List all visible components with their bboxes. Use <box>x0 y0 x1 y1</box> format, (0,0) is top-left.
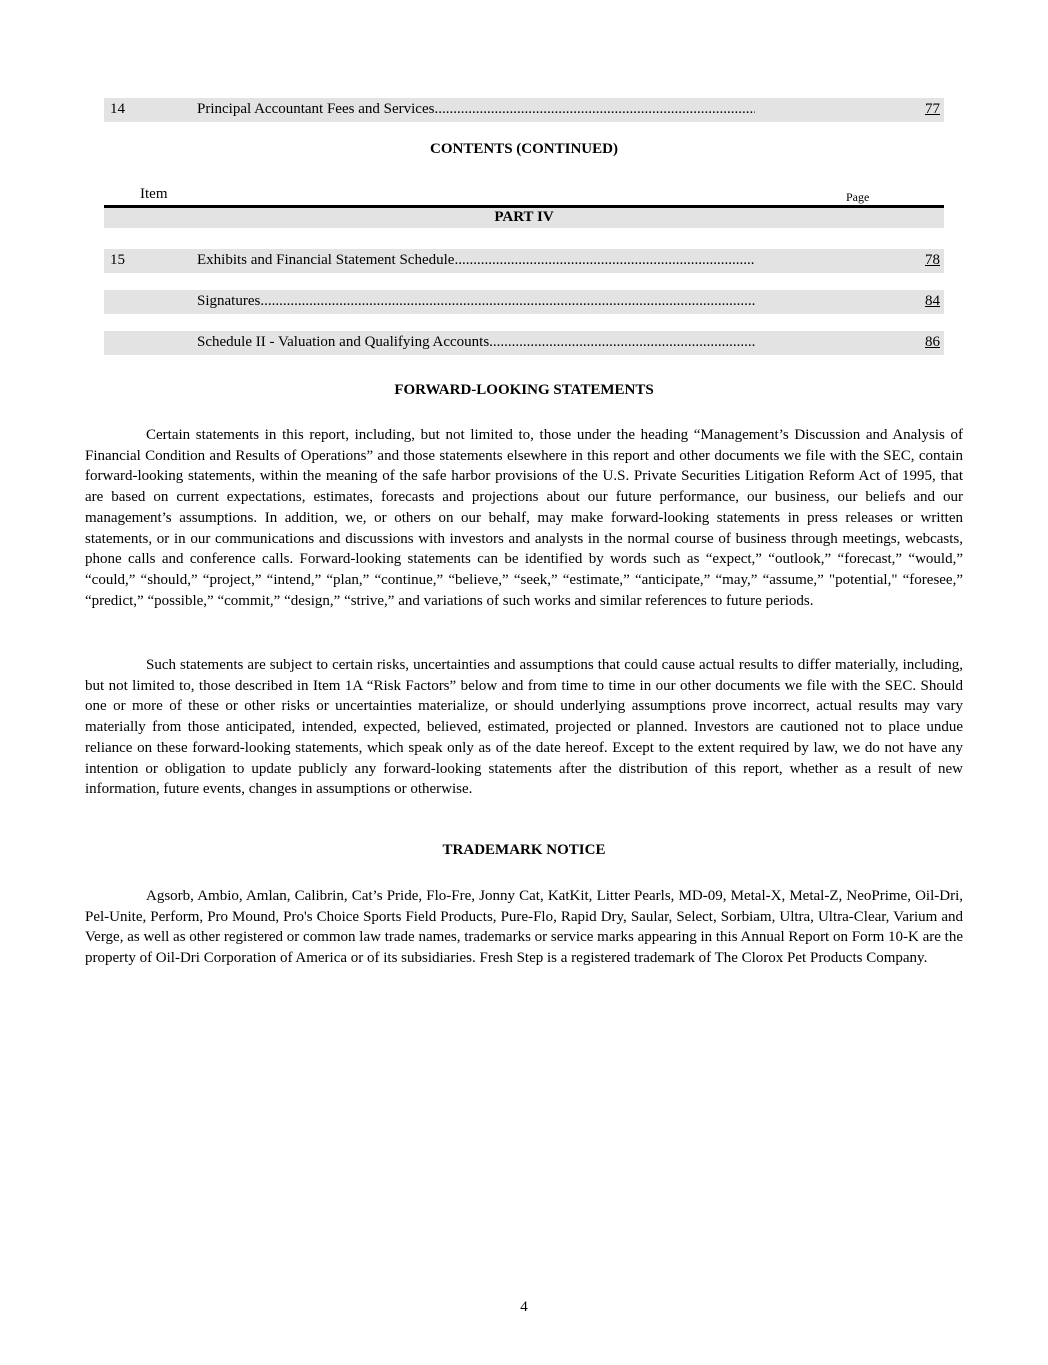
toc-item-title: Schedule II - Valuation and Qualifying Accounts ..... <box>197 334 755 351</box>
toc-item-title: Signatures ..... <box>197 293 755 310</box>
toc-item-number: 15 <box>110 252 125 268</box>
toc-row-signatures <box>104 290 944 314</box>
toc-page-link[interactable]: 86 <box>925 334 940 350</box>
toc-row-schedule-ii <box>104 331 944 355</box>
column-header-item: Item <box>140 186 168 202</box>
column-header-page: Page <box>846 190 870 204</box>
forward-looking-paragraph-1: Certain statements in this report, including, but not limited to, those under the heading “Management’s Discussion and Analysis of Financial Condition and Results of Operations” and those statements elsewhere in this report and other documents we file with the SEC, contain forward-looking statements, within the meaning of the safe harbor provisions of the U.S. Private Securities Litigation Reform Act of 1995, that are based on current expectations, estimates, forecasts and projections about our future performance, our business, our beliefs and our management’s assumptions. In addition, we, or others on our behalf, may make forward-looking statements in press releases or written statements, or in our communications and discussions with investors and analysts in the normal course of business through meetings, webcasts, phone calls and conference calls. Forward-looking statements can be identified by words such as “expect,” “outlook,” “forecast,” “would,” “could,” “should,” “project,” “intend,” “plan,” “continue,” “believe,” “seek,” “estimate,” “anticipate,” “may,” “assume,” "potential," “foresee,” “predict,” “possible,” “commit,” “design,” “strive,” and variations of such works and similar references to future periods. <box>85 427 963 609</box>
page-number: 4 <box>520 1299 528 1315</box>
toc-item-title: Principal Accountant Fees and Services ..... <box>197 101 755 118</box>
toc-page-link[interactable]: 84 <box>925 293 940 309</box>
trademark-paragraph: Agsorb, Ambio, Amlan, Calibrin, Cat’s Pride, Flo-Fre, Jonny Cat, KatKit, Litter Pearls, MD-09, Metal-X, Metal-Z, NeoPrime, Oil-Dri, Pel-Unite, Perform, Pro Mound, Pro's Choice Sports Field Products, Pure-Flo, Rapid Dry, Saular, Select, Sorbiam, Ultra, Ultra-Clear, Varium and Verge, as well as other registered or common law trade names, trademarks or service marks appearing in this Annual Report on Form 10-K are the property of Oil-Dri Corporation of America or of its subsidiaries. Fresh Step is a registered trademark of The Clorox Pet Products Company. <box>85 888 963 967</box>
toc-row-item-14 <box>104 98 944 122</box>
forward-looking-heading: FORWARD-LOOKING STATEMENTS <box>394 382 654 398</box>
part-iv-heading: PART IV <box>104 208 944 228</box>
trademark-heading: TRADEMARK NOTICE <box>442 842 606 858</box>
forward-looking-paragraph-2: Such statements are subject to certain risks, uncertainties and assumptions that could cause actual results to differ materially, including, but not limited to, those described in Item 1A “Risk Factors” below and from time to time in our other documents we file with the SEC. Should one or more of these or other risks or uncertainties materialize, or should underlying assumptions prove incorrect, actual results may vary materially from those anticipated, intended, expected, believed, estimated, projected or planned. Investors are cautioned not to place undue reliance on these forward-looking statements, which speak only as of the date hereof. Except to the extent required by law, we do not have any intention or obligation to update publicly any forward-looking statements after the distribution of this report, whether as a result of new information, future events, changes in assumptions or otherwise. <box>85 657 963 798</box>
toc-item-title: Exhibits and Financial Statement Schedule ..... <box>197 252 755 269</box>
toc-page-link[interactable]: 78 <box>925 252 940 268</box>
toc-item-number: 14 <box>110 101 125 117</box>
toc-page-link[interactable]: 77 <box>925 101 940 117</box>
toc-row-item-15 <box>104 249 944 273</box>
contents-continued-heading: CONTENTS (CONTINUED) <box>430 141 618 157</box>
